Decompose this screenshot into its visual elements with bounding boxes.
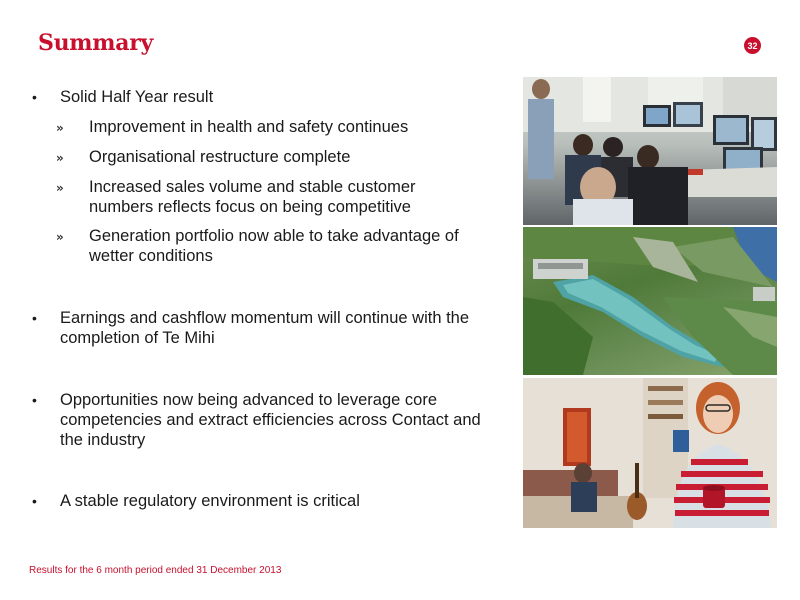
sub-bullet-marker: » (56, 121, 64, 135)
sub-bullet-marker: » (56, 181, 64, 195)
bullet-marker: • (32, 493, 37, 509)
sub-bullet-text: Generation portfolio now able to take advantage of wetter conditions (89, 227, 459, 265)
bullet-marker: • (32, 392, 37, 408)
sub-bullet-text: Increased sales volume and stable customer numbers reflects focus on being competitive (89, 178, 416, 216)
sub-bullet-marker: » (56, 230, 64, 244)
bullet-text: A stable regulatory environment is critical (60, 492, 360, 510)
footer-note: Results for the 6 month period ended 31 December 2013 (29, 565, 282, 576)
bullet-text: Earnings and cashflow momentum will continue with the completion of Te Mihi (60, 309, 470, 347)
bullet-text: Solid Half Year result (60, 88, 214, 106)
page-number-badge: 32 (744, 37, 761, 54)
office-trading-desk-photo (523, 77, 777, 225)
slide-title: Summary (38, 30, 153, 56)
bullet-text: Opportunities now being advanced to leverage core competencies and extract efficiencies across Contact and the industry (60, 391, 481, 449)
hydro-canal-aerial-photo (523, 227, 777, 375)
sub-bullet-text: Organisational restructure complete (89, 148, 351, 166)
sub-bullet-text: Improvement in health and safety continues (89, 118, 409, 136)
sub-bullet-marker: » (56, 151, 64, 165)
bullet-marker: • (32, 89, 37, 105)
woman-with-mug-photo (523, 378, 777, 528)
bullet-marker: • (32, 310, 37, 326)
